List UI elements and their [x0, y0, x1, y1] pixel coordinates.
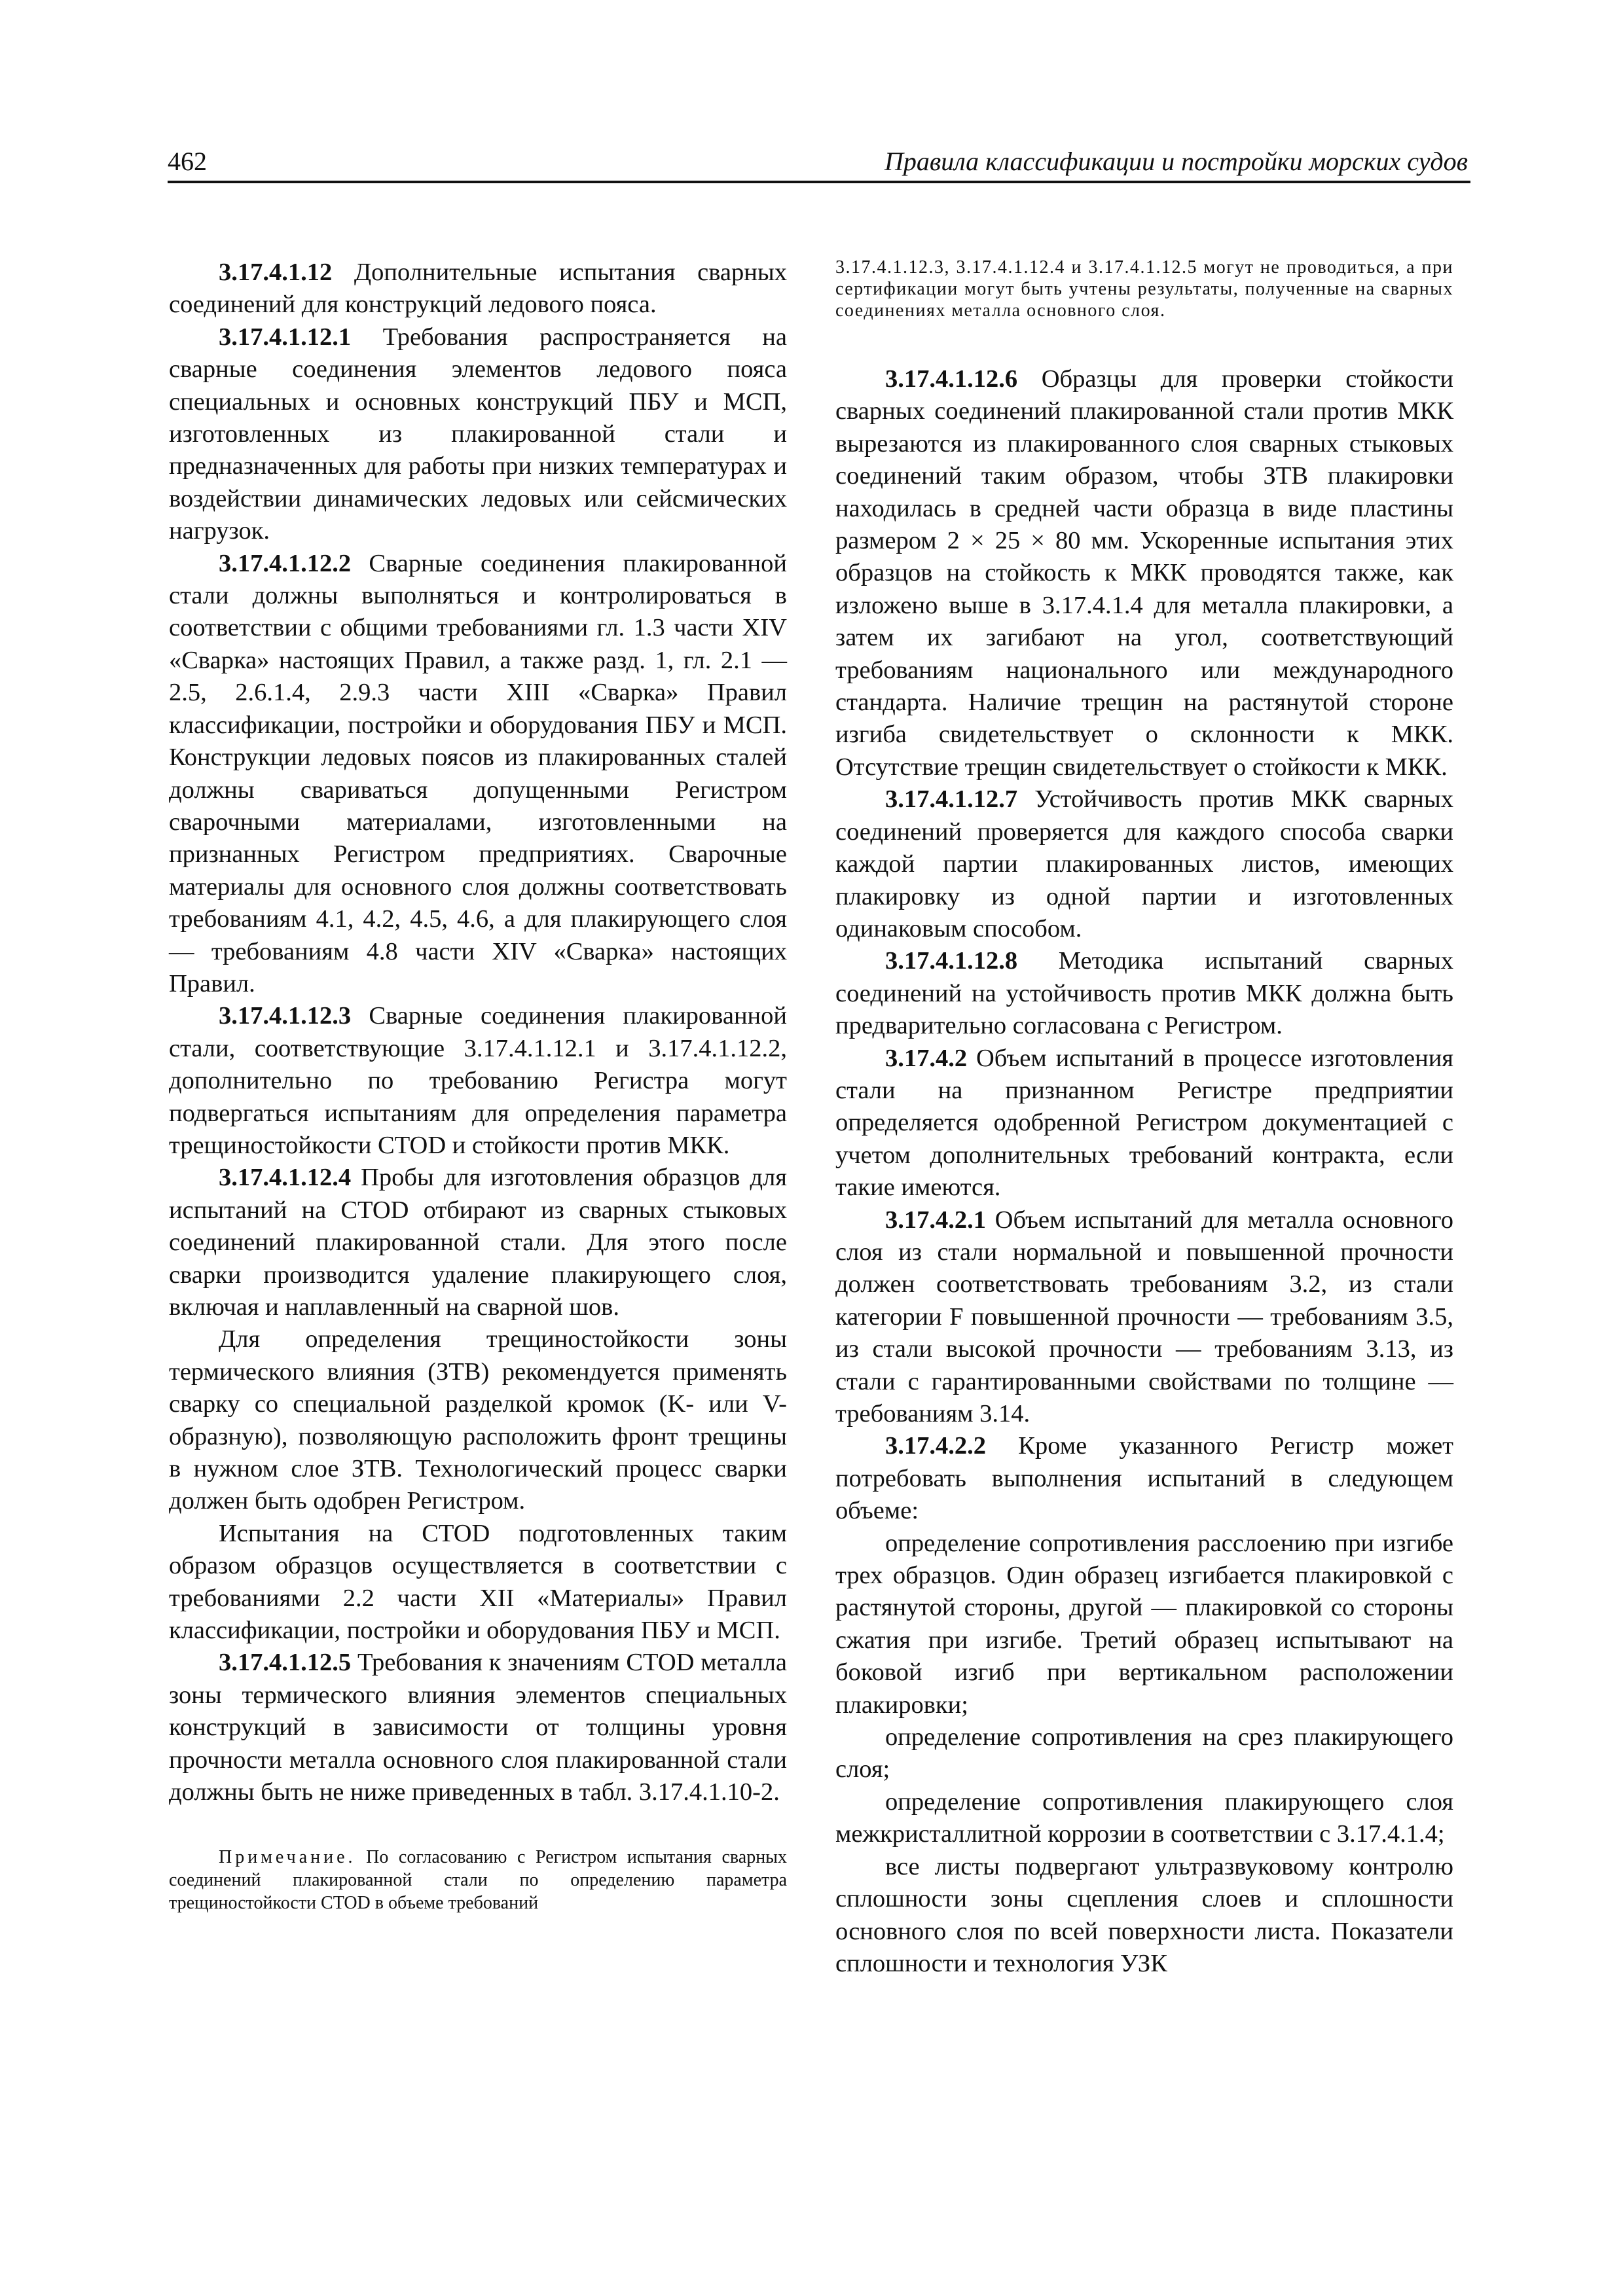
paragraph [169, 1323, 787, 1517]
paragraph-text: определение сопротивления плакирующего слоя межкристаллитной коррозии в соответствии с 3.17.4.1.4; [835, 1787, 1453, 1848]
paragraph [835, 1204, 1453, 1431]
paragraph [835, 1721, 1453, 1786]
clause-number: 3.17.4.1.12.7 [885, 785, 1018, 814]
paragraph-text: Дополнительные испытания сварных соединений для конструкций ледового пояса. [169, 259, 787, 319]
page-header [168, 140, 1470, 183]
clause-number: 3.17.4.1.12.3 [219, 1002, 352, 1030]
clause-number: 3.17.4.1.12.1 [219, 323, 352, 351]
running-title: Правила классификации и постройки морских судов [884, 147, 1468, 176]
paragraph [835, 1851, 1453, 1981]
note-continuation: 3.17.4.1.12.3, 3.17.4.1.12.4 и 3.17.4.1.12.5 могут не проводиться, а при сертификации могут быть учтены результаты, полученные на сварных соединениях металла основного слоя. [835, 257, 1453, 321]
paragraph [169, 1000, 787, 1162]
paragraph-text: Сварные соединения плакированной стали, соответствующие 3.17.4.1.12.1 и 3.17.4.1.12.2, дополнительно по требованию Регистра могут подвергаться испытаниям для определения параметра трещиностойкости CTOD и стойкости против МКК. [169, 1002, 787, 1159]
paragraph [169, 1647, 787, 1808]
clause-number: 3.17.4.2.2 [885, 1432, 986, 1460]
clause-number: 3.17.4.1.12 [219, 259, 333, 286]
paragraph-text: Требования к значениям CTOD металла зоны термического влияния элементов специальных конструкций в зависимости от толщины уровня прочности металла основного слоя плакированной стали должны быть не ниже приведенных в табл. 3.17.4.1.10-2. [169, 1649, 787, 1806]
paragraph-text: Пробы для изготовления образцов для испытаний на CTOD отбирают из сварных стыковых соединений плакированной стали. Для этого после сварки производится удаление плакирующего слоя, включая и наплавленный на сварной шов. [169, 1164, 787, 1321]
paragraph [169, 321, 787, 548]
paragraph-text: определение сопротивления на срез плакирующего слоя; [835, 1723, 1453, 1784]
paragraph [835, 1043, 1453, 1204]
paragraph [169, 1162, 787, 1323]
note-text: По согласованию с Регистром испытания сварных соединений плакированной стали по определению параметра трещиностойкости CTOD в объеме требований [169, 1846, 787, 1913]
clause-number: 3.17.4.1.12.6 [885, 365, 1018, 393]
paragraph-text: все листы подвергают ультразвуковому контролю сплошности зоны сцепления слоев и сплошности основного слоя по всей поверхности листа. Показатели сплошности и технология УЗК [835, 1852, 1453, 1977]
note [169, 1846, 787, 1914]
paragraph [835, 363, 1453, 783]
paragraph [169, 548, 787, 1001]
note-label: Примечание. [219, 1846, 356, 1867]
paragraph [169, 257, 787, 321]
clause-number: 3.17.4.1.12.4 [219, 1164, 352, 1192]
clause-number: 3.17.4.2 [885, 1044, 968, 1072]
paragraph-text: Объем испытаний в процессе изготовления стали на признанном Регистре предприятии определяется одобренной Регистром документацией с учетом дополнительных требований контракта, если такие имеются. [835, 1044, 1453, 1202]
paragraph-text: Для определения трещиностойкости зоны термического влияния (ЗТВ) рекомендуется применять сварку со специальной разделкой кромок (K- или V-образную), позволяющую расположить фронт трещины в нужном слое ЗТВ. Технологический процесс сварки должен быть одобрен Регистром. [169, 1325, 787, 1515]
clause-number: 3.17.4.2.1 [885, 1206, 986, 1234]
paragraph-text: Объем испытаний для металла основного слоя из стали нормальной и повышенной прочности должен соответствовать требованиям 3.2, из стали категории F повышенной прочности — требованиям 3.5, из стали высокой прочности — требованиям 3.13, из стали с гарантированными свойствами по толщине — требованиям 3.14. [835, 1206, 1453, 1427]
page-number: 462 [168, 147, 207, 176]
right-column [835, 257, 1453, 1980]
clause-number: 3.17.4.1.12.8 [885, 947, 1018, 975]
left-column [169, 257, 787, 1914]
clause-number: 3.17.4.1.12.2 [219, 549, 352, 577]
paragraph-text: Кроме указанного Регистр может потребовать выполнения испытаний в следующем объеме: [835, 1432, 1453, 1525]
paragraph [169, 1518, 787, 1647]
clause-number: 3.17.4.1.12.5 [219, 1649, 352, 1677]
paragraph [835, 945, 1453, 1042]
paragraph [835, 1430, 1453, 1527]
paragraph-text: Испытания на CTOD подготовленных таким образом образцов осуществляется в соответствии с требованиями 2.2 части XII «Материалы» Правил классификации, постройки и оборудования ПБУ и МСП. [169, 1519, 787, 1645]
paragraph-text: Сварные соединения плакированной стали должны выполняться и контролироваться в соответствии с общими требованиями гл. 1.3 части XIV «Сварка» настоящих Правил, а также разд. 1, гл. 2.1 — 2.5, 2.6.1.4, 2.9.3 части XIII «Сварка» Правил классификации, постройки и оборудования ПБУ и МСП. Конструкции ледовых поясов из плакированных сталей должны свариваться допущенными Регистром сварочными материалами, изготовленными на признанных Регистром предприятиях. Сварочные материалы для основного слоя должны соответствовать требованиям 4.1, 4.2, 4.5, 4.6, а для плакирующего слоя — требованиям 4.8 части XIV «Сварка» настоящих Правил. [169, 549, 787, 997]
paragraph [835, 1528, 1453, 1721]
paragraph-text: определение сопротивления расслоению при изгибе трех образцов. Один образец изгибается плакировкой с растянутой стороны, другой — плакировкой со стороны сжатия при изгибе. Третий образец испытывают на боковой изгиб при вертикальном расположении плакировки; [835, 1529, 1453, 1719]
paragraph-text: Образцы для проверки стойкости сварных соединений плакированной стали против МКК вырезаются из плакированного слоя сварных стыковых соединений таким образом, чтобы ЗТВ плакировки находилась в средней части образца в виде пластины размером 2 × 25 × 80 мм. Ускоренные испытания этих образцов на стойкость к МКК проводятся также, как изложено выше в 3.17.4.1.4 для металла плакировки, а затем их загибают на угол, соответствующий требованиям национального или международного стандарта. Наличие трещин на растянутой стороне изгиба свидетельствует о склонности к МКК. Отсутствие трещин свидетельствует о стойкости к МКК. [835, 365, 1453, 781]
paragraph [835, 1786, 1453, 1851]
paragraph [835, 783, 1453, 945]
paragraph-text: Методика испытаний сварных соединений на устойчивость против МКК должна быть предварительно согласована с Регистром. [835, 947, 1453, 1040]
paragraph-text: Устойчивость против МКК сварных соединений проверяется для каждого способа сварки каждой партии плакированных листов, имеющих плакировку из одной партии и изготовленных одинаковым способом. [835, 785, 1453, 942]
paragraph-text: Требования распространяется на сварные соединения элементов ледового пояса специальных и основных конструкций ПБУ и МСП, изготовленных из плакированной стали и предназначенных для работы при низких температурах и воздействии динамических ледовых или сейсмических нагрузок. [169, 323, 787, 545]
